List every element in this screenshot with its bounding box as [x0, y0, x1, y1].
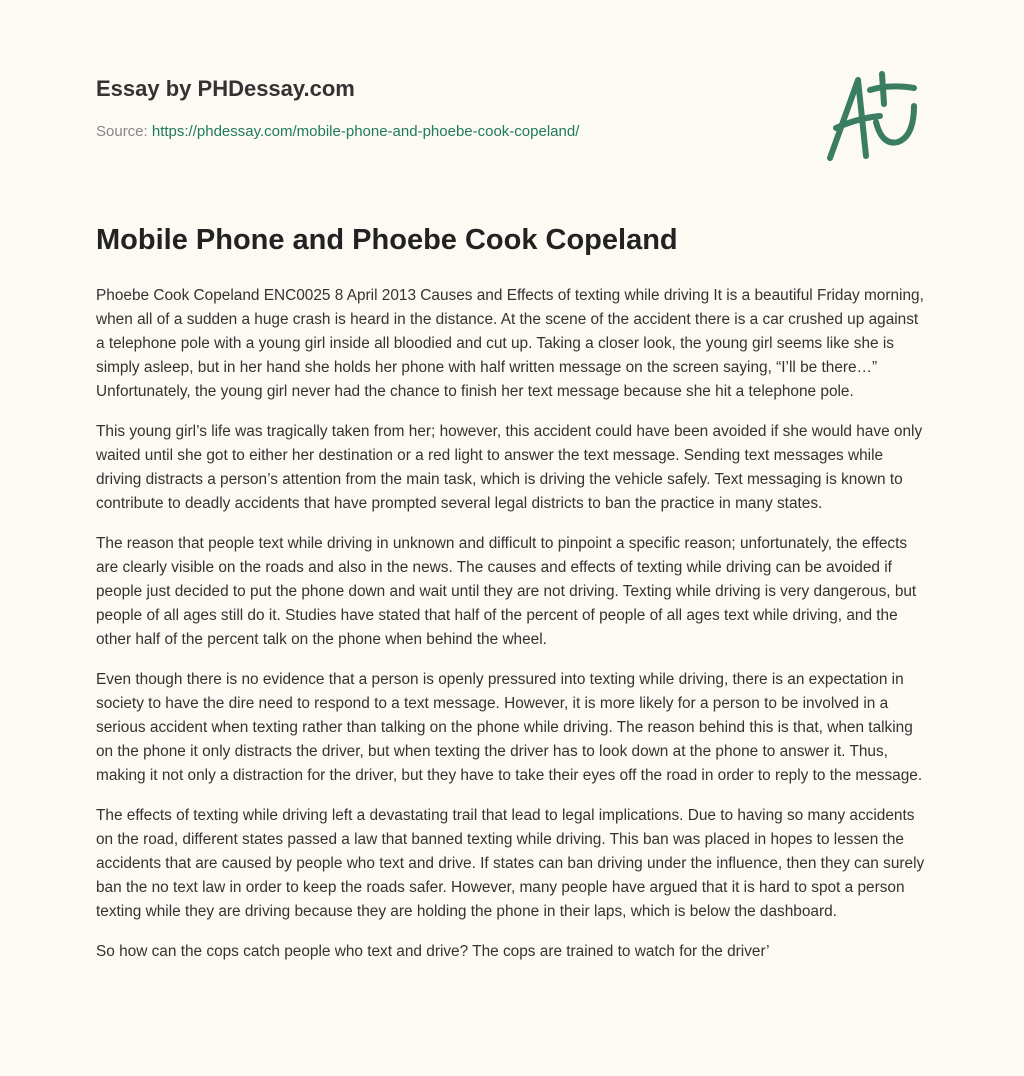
paragraph: The reason that people text while driving in unknown and difficult to pinpoint a specific reason; unfortunately, the effects are clearly visible on the roads and also in the news. The causes and effects of texting while driving can be avoided if people just decided to put the phone down and wait until they are not driving. Texting while driving is very dangerous, but people of all ages still do it. Studies have stated that half of the percent of people of all ages text while driving, and the other half of the percent talk on the phone when behind the wheel. — [96, 535, 917, 648]
source-label: Source: — [96, 123, 148, 140]
paragraph: This young girl’s life was tragically taken from her; however, this accident could have been avoided if she would have only waited until she got to either her destination or a red light to answer the text message. Sending text messages while driving distracts a person’s attention from the main task, which is driving the vehicle safely. Text messaging is known to contribute to deadly accidents that have prompted several legal districts to ban the practice in many states. — [96, 423, 923, 512]
a-plus-logo-icon — [818, 66, 928, 166]
page-title: Mobile Phone and Phoebe Cook Copeland — [96, 224, 678, 256]
source-link[interactable]: https://phdessay.com/mobile-phone-and-phoebe-cook-copeland/ — [151, 123, 580, 140]
paragraph: The effects of texting while driving left a devastating trail that lead to legal implications. Due to having so many accidents on the road, different states passed a law that banned texting while driving. This ban was placed in hopes to lessen the accidents that are caused by people who text and drive. If states can ban driving under the influence, then they can surely ban the no text law in order to keep the roads safer. However, many people have argued that it is hard to spot a person texting while they are driving because they are holding the phone in their laps, which is below the dashboard. — [96, 807, 925, 920]
source-line — [96, 123, 579, 140]
paragraph: Phoebe Cook Copeland ENC0025 8 April 2013 Causes and Effects of texting while driving It is a beautiful Friday morning, when all of a sudden a huge crash is heard in the distance. At the scene of the accident there is a car crushed up against a telephone pole with a young girl inside all bloodied and cut up. Taking a closer look, the young girl seems like she is simply asleep, but in her hand she holds her phone with half written message on the screen saying, “I’ll be there…” Unfortunately, the young girl never had the chance to finish her text message because she hit a telephone pole. — [96, 287, 924, 400]
brand-title: Essay by PHDessay.com — [96, 76, 355, 101]
paragraph: So how can the cops catch people who text and drive? The cops are trained to watch for the driver’ — [96, 943, 770, 960]
paragraph: Even though there is no evidence that a person is openly pressured into texting while driving, there is an expectation in society to have the dire need to respond to a text message. However, it is more likely for a person to be involved in a serious accident when texting rather than talking on the phone while driving. The reason behind this is that, when talking on the phone it only distracts the driver, but when texting the driver has to look down at the phone to answer it. Thus, making it not only a distraction for the driver, but they have to take their eyes off the road in order to reply to the message. — [96, 671, 923, 784]
essay-body — [96, 284, 928, 980]
header — [96, 76, 355, 102]
